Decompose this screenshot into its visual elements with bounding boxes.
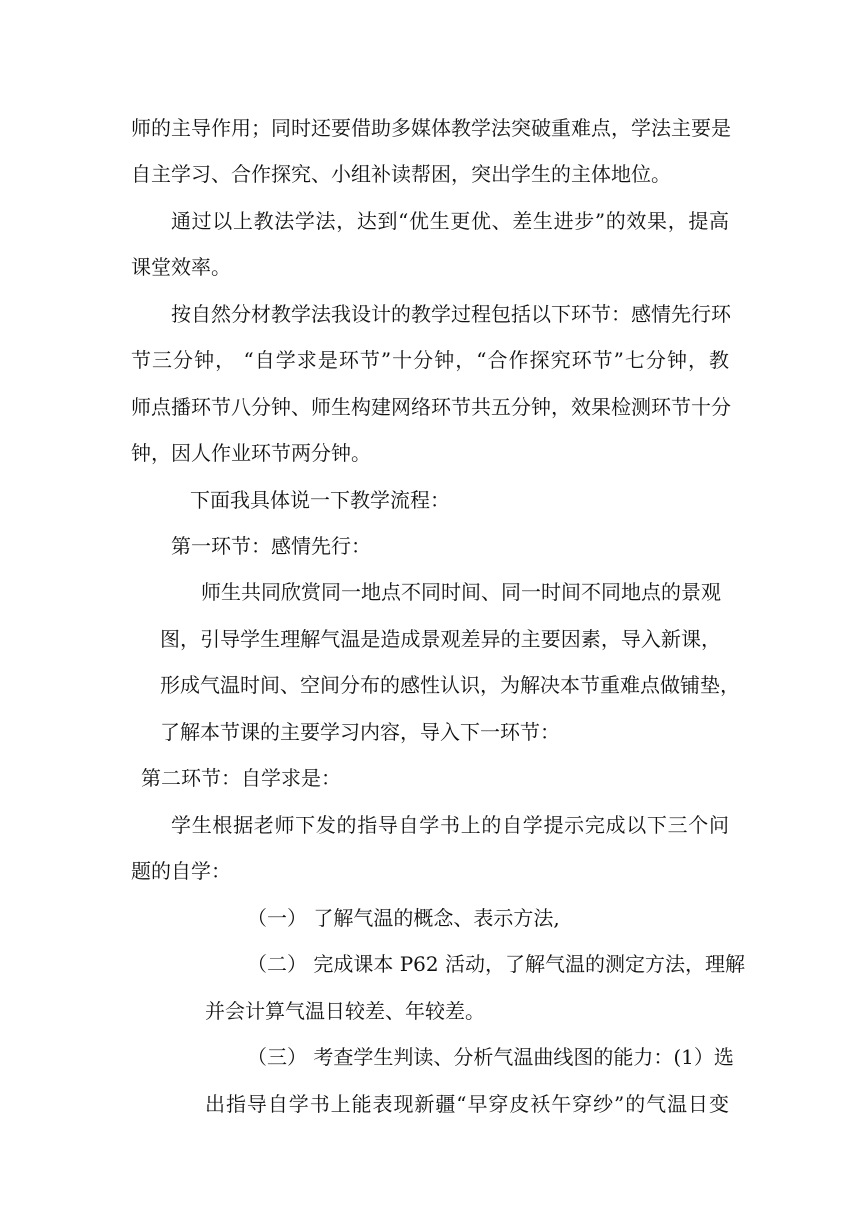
paragraph-line: 自主学习、合作探究、小组补读帮困，突出学生的主体地位。 (131, 162, 671, 186)
paragraph-line: 图，引导学生理解气温是造成景观差异的主要因素，导入新课， (160, 627, 721, 651)
list-item-continuation: 并会计算气温日较差、年较差。 (205, 999, 485, 1023)
section-heading: 第二环节：自学求是： (141, 766, 341, 790)
section-heading: 第一环节：感情先行： (171, 534, 371, 558)
paragraph-line: 师生共同欣赏同一地点不同时间、同一时间不同地点的景观 (201, 580, 721, 604)
paragraph-line: 了解本节课的主要学习内容，导入下一环节： (160, 720, 560, 744)
list-item: （三） 考查学生判读、分析气温曲线图的能力：(1）选 (247, 1045, 734, 1069)
list-item: （一） 了解气温的概念、表示方法, (247, 906, 560, 930)
paragraph-line: 形成气温时间、空间分布的感性认识，为解决本节重难点做铺垫， (160, 673, 740, 697)
paragraph-line: 钟，因人作业环节两分钟。 (131, 441, 371, 465)
paragraph-line: 师的主导作用；同时还要借助多媒体教学法突破重难点，学法主要是 (131, 116, 731, 140)
paragraph-line: 师点播环节八分钟、师生构建网络环节共五分钟，效果检测环节十分 (131, 395, 731, 419)
paragraph-line: 通过以上教法学法，达到“优生更优、差生进步”的效果，提高 (171, 209, 729, 233)
list-item: （二） 完成课本 P62 活动，了解气温的测定方法，理解 (247, 952, 745, 976)
paragraph-line: 按自然分材教学法我设计的教学过程包括以下环节：感情先行环 (171, 302, 731, 326)
paragraph-line: 节三分钟， “自学求是环节”十分钟，“合作探究环节”七分钟，教 (131, 348, 729, 372)
list-item-continuation: 出指导自学书上能表现新疆“早穿皮袄午穿纱”的气温日变 (205, 1092, 729, 1116)
paragraph-line: 课堂效率。 (131, 255, 231, 279)
paragraph-line: 题的自学： (131, 859, 231, 883)
paragraph-line: 学生根据老师下发的指导自学书上的自学提示完成以下三个问 (171, 813, 729, 837)
paragraph-line: 下面我具体说一下教学流程： (190, 488, 450, 512)
